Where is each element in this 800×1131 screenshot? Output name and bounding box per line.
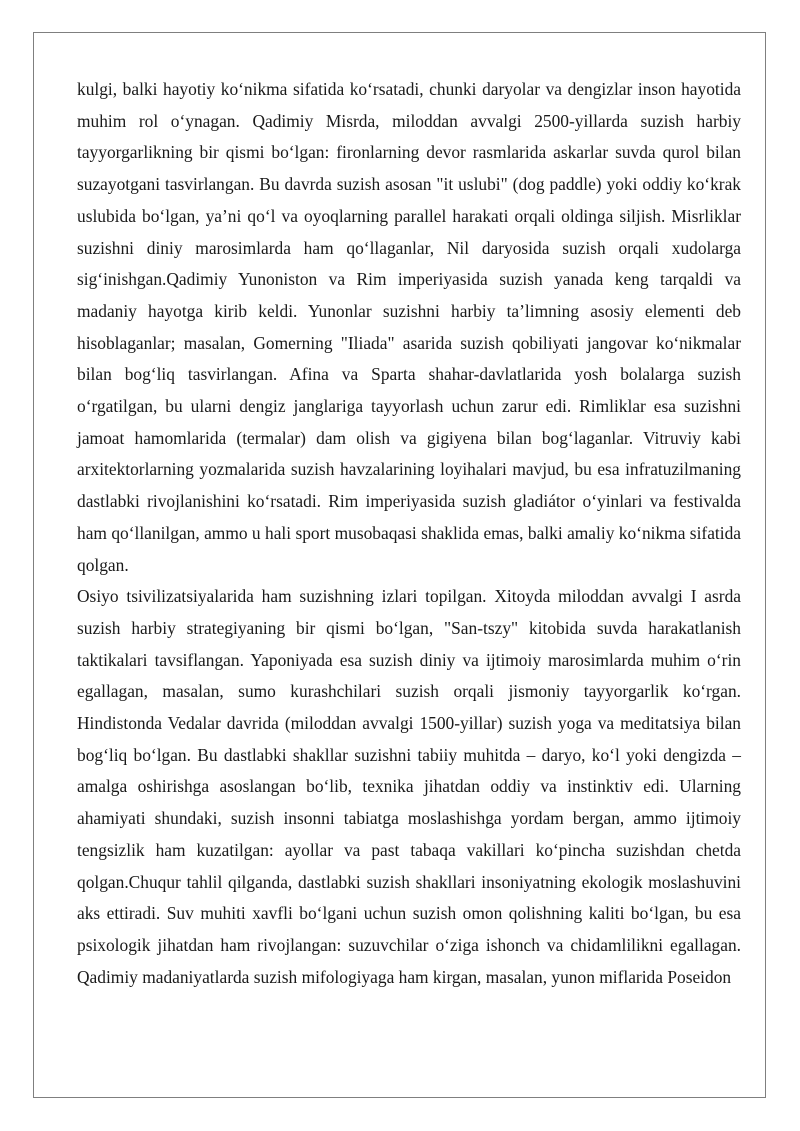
paragraph-2: Osiyo tsivilizatsiyalarida ham suzishning izlari topilgan. Xitoyda miloddan avvalgi I asrda suzish harbiy strategiyaning bir qismi bo‘lgan, "San-tszy" kitobida suvda harakatlanish taktikalari tavsiflangan. Yaponiyada esa suzish diniy va ijtimoiy marosimlarda muhim o‘rin egallagan, masalan, sumo kurashchilari suzish orqali jismoniy tayyorgarlik ko‘rgan. Hindistonda Vedalar davrida (miloddan avvalgi 1500-yillar) suzish yoga va meditatsiya bilan bog‘liq bo‘lgan. Bu dastlabki shakllar suzishni tabiiy muhitda – daryo, ko‘l yoki dengizda – amalga oshirishga asoslangan bo‘lib, texnika jihatdan oddiy va instinktiv edi. Ularning ahamiyati shundaki, suzish insonni tabiatga moslashishga yordam bergan, ammo ijtimoiy tengsizlik ham kuzatilgan: ayollar va past tabaqa vakillari ko‘pincha suzishdan chetda qolgan.Chuqur tahlil qilganda, dastlabki suzish shakllari insoniyatning ekologik moslashuvini aks ettiradi. Suv muhiti xavfli bo‘lgani uchun suzish omon qolishning kaliti bo‘lgan, bu esa psixologik jihatdan ham rivojlangan: suzuvchilar o‘ziga ishonch va chidamlilikni egallagan. Qadimiy madaniyatlarda suzish mifologiyaga ham kirgan, masalan, yunon miflarida Poseidon: [77, 586, 741, 987]
paragraph-1: kulgi, balki hayotiy ko‘nikma sifatida ko‘rsatadi, chunki daryolar va dengizlar inson hayotida muhim rol o‘ynagan. Qadimiy Misrda, miloddan avvalgi 2500-yillarda suzish harbiy tayyorgarlikning bir qismi bo‘lgan: fironlarning devor rasmlarida askarlar suvda qurol bilan suzayotgani tasvirlangan. Bu davrda suzish asosan "it uslubi" (dog paddle) yoki oddiy ko‘krak uslubida bo‘lgan, ya’ni qo‘l va oyoqlarning parallel harakati orqali oldinga siljish. Misrliklar suzishni diniy marosimlarda ham qo‘llaganlar, Nil daryosida suzish orqali xudolarga sig‘inishgan.Qadimiy Yunoniston va Rim imperiyasida suzish yanada keng tarqaldi va madaniy hayotga kirib keldi. Yunonlar suzishni harbiy ta’limning asosiy elementi deb hisoblaganlar; masalan, Gomerning "Iliada" asarida suzish qobiliyati jangovar ko‘nikmalar bilan bog‘liq tasvirlangan. Afina va Sparta shahar-davlatlarida yosh bolalarga suzish o‘rgatilgan, bu ularni dengiz janglariga tayyorlash uchun zarur edi. Rimliklar esa suzishni jamoat hamomlarida (termalar) dam olish va gigiyena bilan bog‘laganlar. Vitruviy kabi arxitektorlarning yozmalarida suzish havzalarining loyihalari mavjud, bu esa infratuzilmaning dastlabki rivojlanishini ko‘rsatadi. Rim imperiyasida suzish gladiátor o‘yinlari va festivalda ham qo‘llanilgan, ammo u hali sport musobaqasi shaklida emas, balki amaliy ko‘nikma sifatida qolgan.: [77, 79, 741, 575]
document-body: [77, 74, 741, 993]
